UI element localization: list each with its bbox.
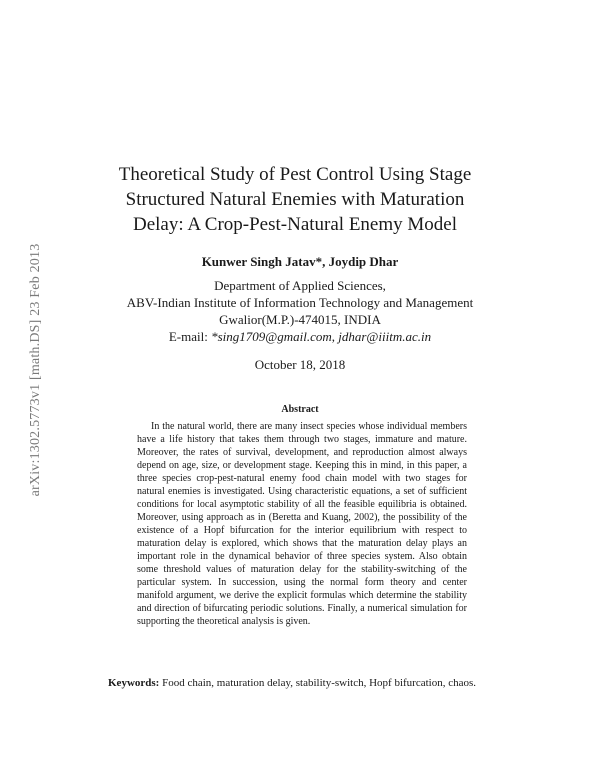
email-address-2: jdhar@iiitm.ac.in [338, 329, 432, 344]
affiliation-email-line [90, 328, 510, 345]
arxiv-identifier: arXiv:1302.5773v1 [math.DS] 23 Feb 2013 [28, 243, 43, 497]
email-label: E-mail: [168, 329, 212, 344]
affiliation-department: Department of Applied Sciences, [214, 278, 386, 293]
paper-title: Theoretical Study of Pest Control Using Stage Structured Natural Enemies with Maturation Delay: A Crop-Pest-Natural Enemy Model [118, 164, 472, 235]
paper-date: October 18, 2018 [254, 357, 346, 372]
keywords-list: Food chain, maturation delay, stability-switch, Hopf bifurcation, chaos. [159, 677, 477, 689]
email-address-1: *sing1709@gmail.com [211, 329, 332, 344]
keywords-label: Keywords: [108, 677, 160, 689]
affiliation-location: Gwalior(M.P.)-474015, INDIA [219, 312, 381, 327]
affiliation-institute: ABV-Indian Institute of Information Technology and Management [126, 295, 474, 310]
arxiv-identifier-sidebar [28, 180, 44, 560]
paper-authors: Kunwer Singh Jatav*, Joydip Dhar [201, 254, 399, 269]
abstract-text: In the natural world, there are many insect species whose individual members have a life history that takes them through two stages, immature and mature. Moreover, the rates of survival, development, and reproduction almost always depend on age, size, or development stage. Keeping this in mind, in this paper, a three species crop-pest-natural enemy food chain model with two stages for natural enemies is investigated. Using characteristic equations, a set of sufficient conditions for local asymptotic stability of all the feasible equilibria is obtained. Moreover, using approach as in (Beretta and Kuang, 2002), the possibility of the existence of a Hopf bifurcation for the interior equilibrium with respect to maturation delay is explored, which shows that the maturation delay plays an important role in the dynamical behavior of three species system. Also obtain some threshold values of maturation delay for the stability-switching of the particular system. In succession, using the normal form theory and center manifold argument, we derive the explicit formulas which determine the stability and direction of bifurcating periodic solutions. Finally, a numerical simulation for supporting the theoretical analysis is given. [137, 421, 467, 627]
affiliation-block [90, 277, 510, 345]
abstract-heading: Abstract [281, 404, 319, 415]
email-separator: , [331, 329, 339, 344]
keywords-paragraph [108, 676, 500, 691]
